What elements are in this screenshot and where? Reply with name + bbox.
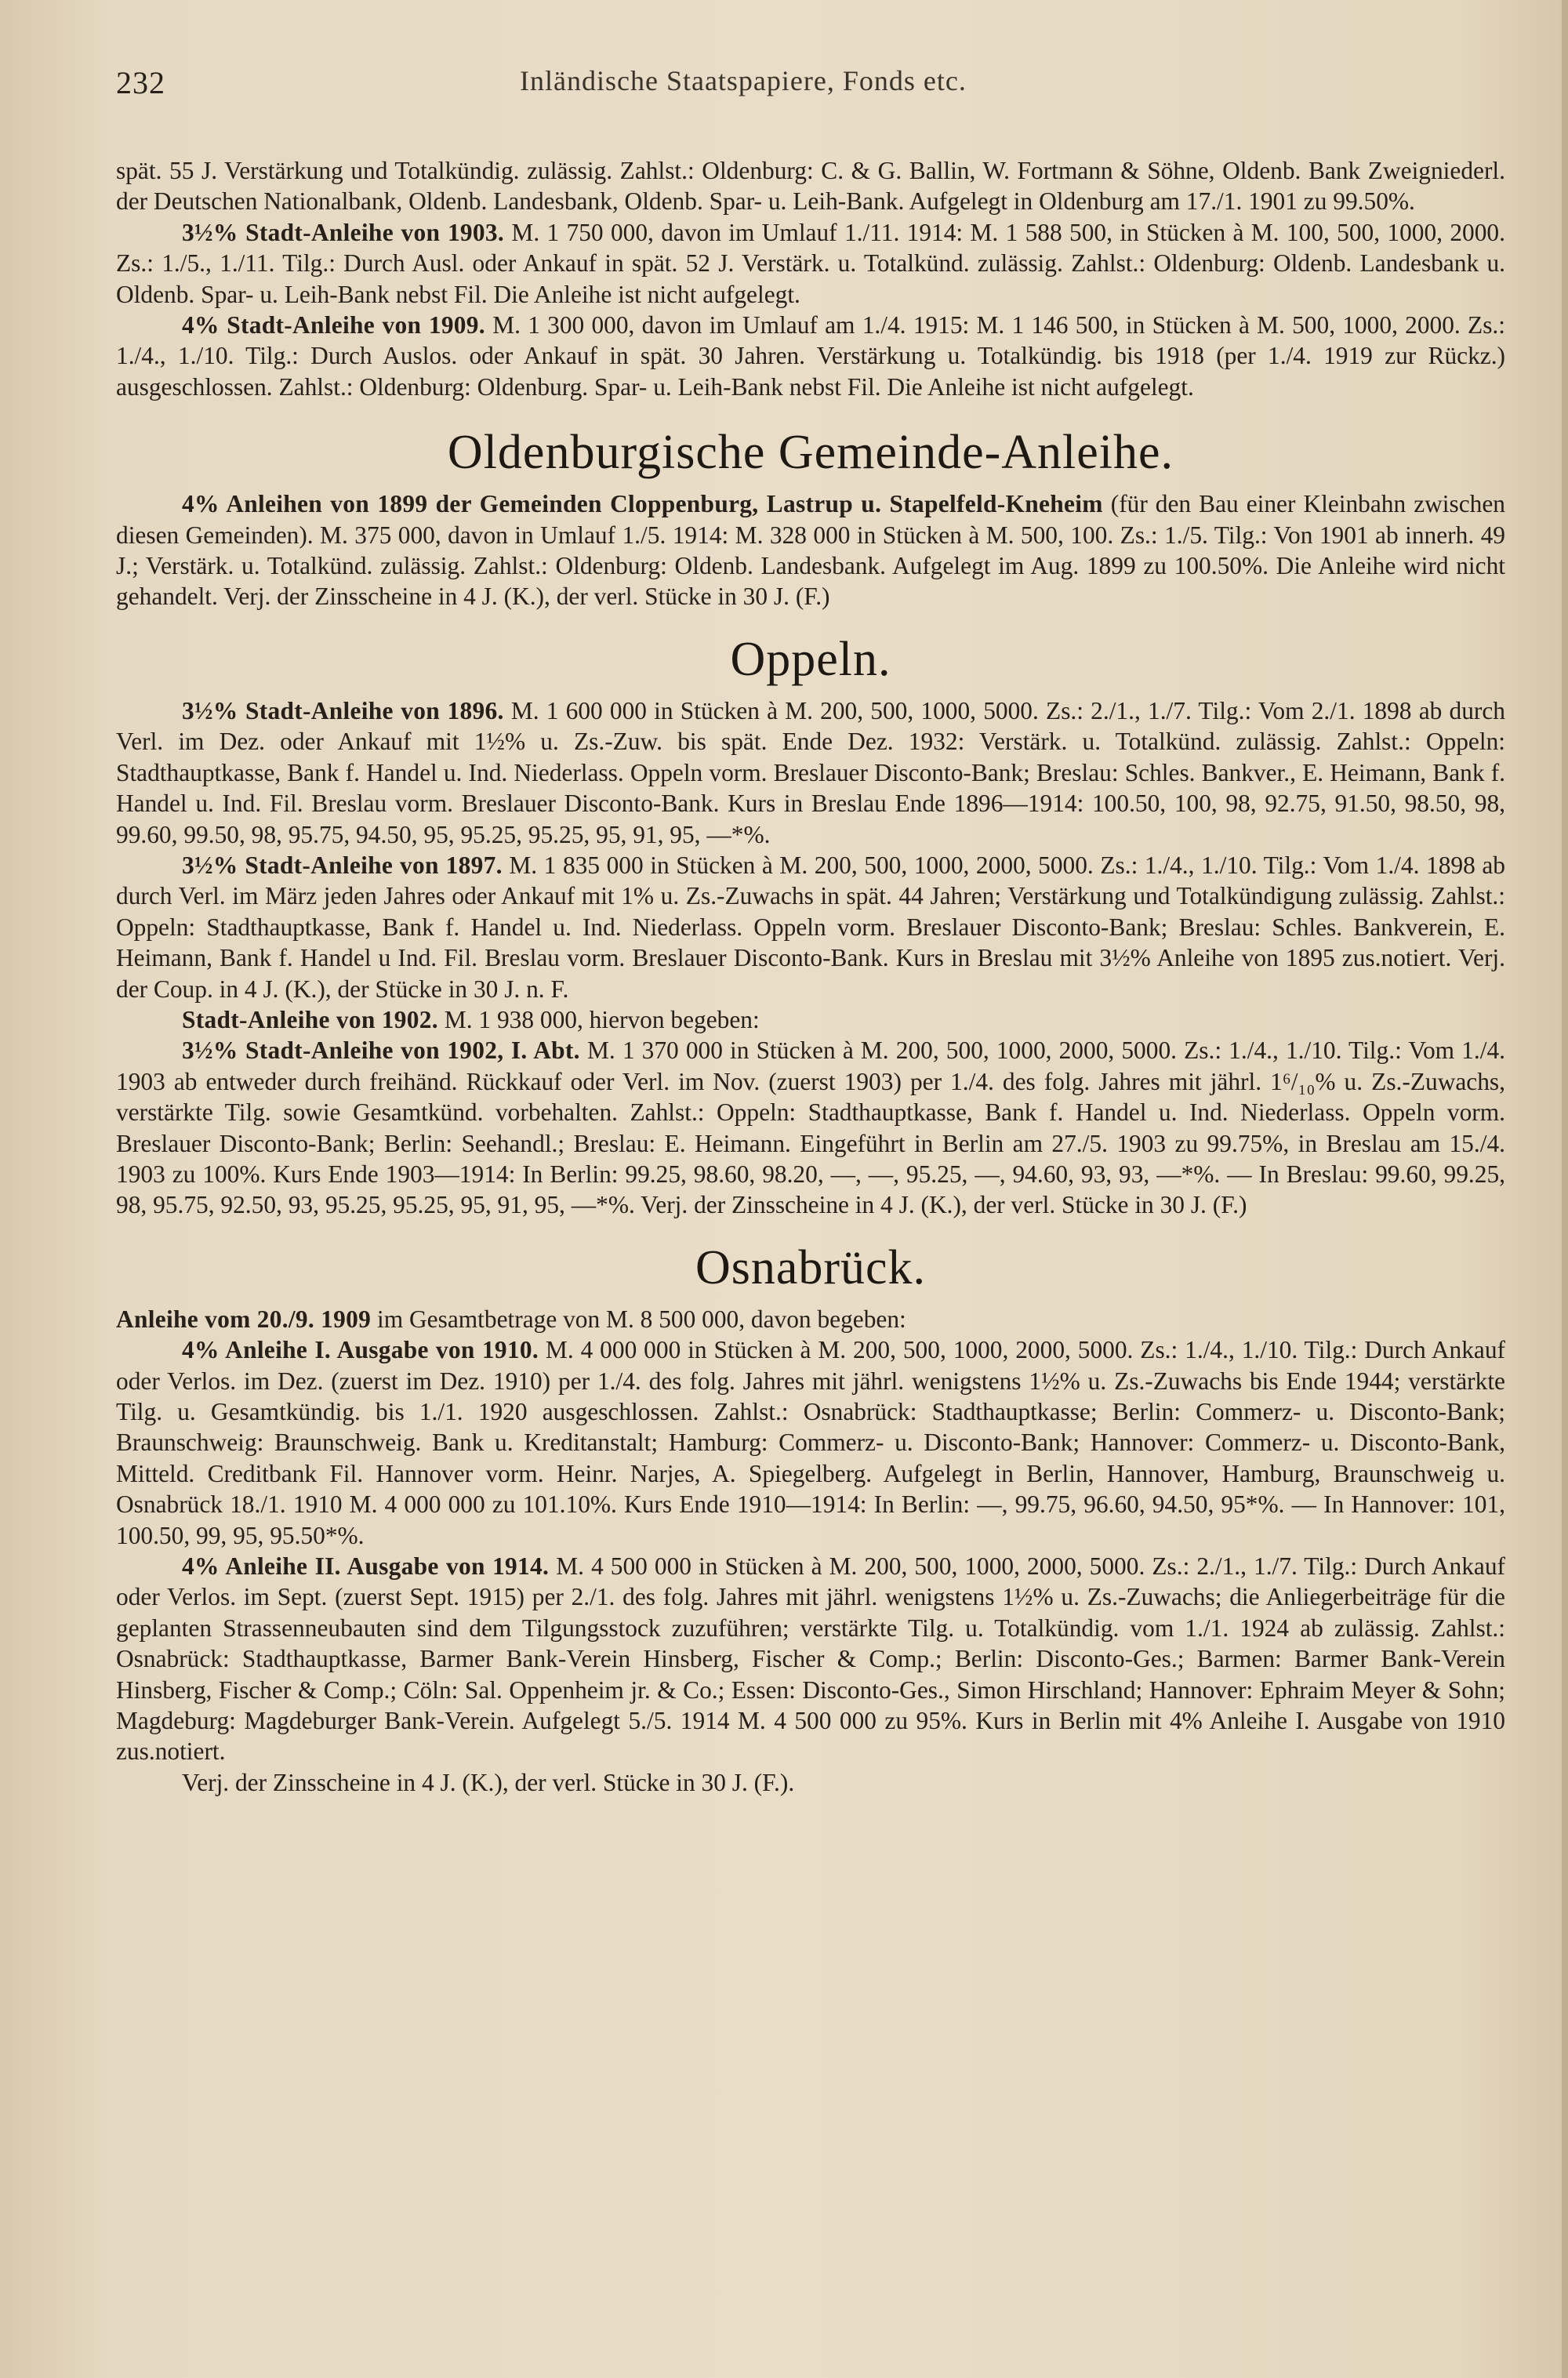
entry-heading: 3½% Stadt-Anleihe von 1903.	[182, 218, 505, 246]
entry-stadt-anleihe-1909: 4% Stadt-Anleihe von 1909. M. 1 300 000, davon im Umlauf am 1./4. 1915: M. 1 146 500, in Stücken à M. 500, 1000, 2000. Zs.: 1./4., 1./10. Tilg.: Durch Auslos. oder Ankauf in spät. 30 Jahren. Verstärkung u. Totalkündig. bis 1918 (per 1./4. 1919 zur Rückz.) ausgeschlossen. Zahlst.: Oldenburg: Oldenburg. Spar- u. Leih-Bank nebst Fil. Die Anleihe ist nicht aufgelegt.	[116, 311, 1505, 401]
entry-heading: Anleihe vom 20./9. 1909	[116, 1305, 372, 1333]
section-title-osnabrueck: Osnabrück.	[695, 1240, 927, 1294]
entry-heading: 3½% Stadt-Anleihe von 1896.	[182, 696, 504, 724]
section-title-oppeln: Oppeln.	[730, 632, 891, 686]
entry-oppeln-1902: Stadt-Anleihe von 1902. M. 1 938 000, hiervon begeben:	[182, 1005, 760, 1033]
entry-oppeln-1897: 3½% Stadt-Anleihe von 1897. M. 1 835 000 in Stücken à M. 200, 500, 1000, 2000, 5000. Zs.: 1./4., 1./10. Tilg.: Vom 1./4. 1898 ab durch Verl. im März jeden Jahres oder Ankauf mit 1% u. Zs.-Zuwachs in spät. 44 Jahren; Verstärkung und Totalkündigung zulässig. Zahlst.: Oppeln: Stadthauptkasse, Bank f. Handel u. Ind. Niederlass. Oppeln vorm. Breslauer Disconto-Bank; Breslau: Schles. Bankverein, E. Heimann, Bank f. Handel u Ind. Fil. Breslau vorm. Breslauer Disconto-Bank. Kurs in Breslau mit 3½% Anleihe von 1895 zus.notiert. Verj. der Coup. in 4 J. (K.), der Stücke in 30 J. n. F.	[116, 851, 1505, 1003]
running-title: Inländische Staatspapiere, Fonds etc.	[520, 65, 967, 96]
entry-heading: 3½% Stadt-Anleihe von 1897.	[182, 851, 503, 879]
entry-oppeln-1902-abt-1: 3½% Stadt-Anleihe von 1902, I. Abt. M. 1 370 000 in Stücken à M. 200, 500, 1000, 2000, 5000. Zs.: 1./4., 1./10. Tilg.: Vom 1./4. 1903 ab entweder durch freihänd. Rückkauf oder Verl. im Nov. (zuerst 1903) per 1./4. des folg. Jahres mit jährl. 1⁶/₁₀% u. Zs.-Zuwachs, verstärkte Tilg. sowie Gesamtkünd. vorbehalten. Zahlst.: Oppeln: Stadthauptkasse, Bank f. Handel u. Ind. Niederlass. Oppeln vorm. Breslauer Disconto-Bank; Berlin: Seehandl.; Breslau: E. Heimann. Eingeführt in Berlin am 27./5. 1903 zu 99.75%, in Breslau am 15./4. 1903 zu 100%. Kurs Ende 1903—1914: In Berlin: 99.25, 98.60, 98.20, —, —, 95.25, —, 94.60, 93, 93, —*%. — In Breslau: 99.60, 99.25, 98, 95.75, 92.50, 93, 95.25, 95.25, 95, 91, 95, —*%. Verj. der Zinsscheine in 4 J. (K.), der verl. Stücke in 30 J. (F.)	[116, 1037, 1505, 1219]
entry-heading: 4% Anleihe II. Ausgabe von 1914.	[182, 1552, 550, 1581]
entry-stadt-anleihe-1903: 3½% Stadt-Anleihe von 1903. M. 1 750 000, davon im Umlauf 1./11. 1914: M. 1 588 500, in Stücken à M. 100, 500, 1000, 2000. Zs.: 1./5., 1./11. Tilg.: Durch Ausl. oder Ankauf in spät. 52 J. Verstärk. u. Totalkünd. zulässig. Zahlst.: Oldenburg: Oldenb. Landesbank u. Oldenb. Spar- u. Leih-Bank nebst Fil. Die Anleihe ist nicht aufgelegt.	[116, 218, 1505, 308]
entry-verjaehrung: Verj. der Zinsscheine in 4 J. (K.), der verl. Stücke in 30 J. (F.).	[182, 1768, 795, 1796]
section-title-oldenburgische-gemeinde-anleihe: Oldenburgische Gemeinde-Anleihe.	[447, 426, 1174, 480]
entry-gemeinde-anleihe-1899: 4% Anleihen von 1899 der Gemeinden Cloppenburg, Lastrup u. Stapelfeld-Kneheim (für den Bau einer Kleinbahn zwischen diesen Gemeinden). M. 375 000, davon in Umlauf 1./5. 1914: M. 328 000 in Stücken à M. 500, 100. Zs.: 1./5. Tilg.: Von 1901 ab innerh. 49 J.; Verstärk. u. Totalkünd. zulässig. Zahlst.: Oldenburg: Oldenb. Landesbank. Aufgelegt im Aug. 1899 zu 100.50%. Die Anleihe wird nicht gehandelt. Verj. der Zinsscheine in 4 J. (K.), der verl. Stücke in 30 J. (F.)	[116, 490, 1505, 611]
page-header	[116, 64, 1505, 119]
entry-heading: 4% Stadt-Anleihe von 1909.	[182, 311, 485, 339]
entry-heading: 4% Anleihen von 1899 der Gemeinden Cloppenburg, Lastrup u. Stapelfeld-Kneheim	[182, 490, 1103, 518]
page-edge	[1562, 0, 1568, 2378]
entry-osnabrueck-1914: 4% Anleihe II. Ausgabe von 1914. M. 4 500 000 in Stücken à M. 200, 500, 1000, 2000, 5000. Zs.: 2./1., 1./7. Tilg.: Durch Ankauf oder Verlos. im Sept. (zuerst Sept. 1915) per 2./1. des folg. Jahres mit jährl. wenigstens 1½% u. Zs.-Zuwachs; die Anliegerbeiträge für die geplanten Strassenneubauten sind dem Tilgungsstock zuzuführen; verstärkte Tilg. u. Totalkündig. vom 1./1. 1924 ab zulässig. Zahlst.: Osnabrück: Stadthauptkasse, Barmer Bank-Verein Hinsberg, Fischer & Comp.; Berlin: Disconto-Ges.; Barmen: Barmer Bank-Verein Hinsberg, Fischer & Comp.; Cöln: Sal. Oppenheim jr. & Co.; Essen: Disconto-Ges., Simon Hirschland; Hannover: Ephraim Meyer & Sohn; Magdeburg: Magdeburger Bank-Verein. Aufgelegt 5./5. 1914 M. 4 500 000 zu 95%. Kurs in Berlin mit 4% Anleihe I. Ausgabe von 1910 zus.notiert.	[116, 1552, 1505, 1766]
page-body	[116, 155, 1505, 1798]
entry-heading: 3½% Stadt-Anleihe von 1902, I. Abt.	[182, 1037, 580, 1065]
entry-osnabrueck-1910: 4% Anleihe I. Ausgabe von 1910. M. 4 000 000 in Stücken à M. 200, 500, 1000, 2000, 5000. Zs.: 1./4., 1./10. Tilg.: Durch Ankauf oder Verlos. im Dez. (zuerst im Dez. 1910) per 1./4. des folg. Jahres mit jährl. wenigstens 1½% u. Zs.-Zuwachs bis Ende 1944; verstärkte Tilg. u. Gesamtkündig. bis 1./1. 1920 ausgeschlossen. Zahlst.: Osnabrück: Stadthauptkasse; Berlin: Commerz- u. Disconto-Bank; Braunschweig: Braunschweig. Bank u. Kreditanstalt; Hamburg: Commerz- u. Disconto-Bank; Hannover: Commerz- u. Disconto-Bank, Mitteld. Creditbank Fil. Hannover vorm. Heinr. Narjes, A. Spiegelberg. Aufgelegt in Berlin, Hannover, Hamburg, Braunschweig u. Osnabrück 18./1. 1910 M. 4 000 000 zu 101.10%. Kurs Ende 1910—1914: In Berlin: —, 99.75, 96.60, 94.50, 95*%. — In Hannover: 101, 100.50, 99, 95, 95.50*%.	[116, 1336, 1506, 1549]
entry-osnabrueck-1909: Anleihe vom 20./9. 1909 im Gesamtbetrage von M. 8 500 000, davon begeben:	[116, 1305, 906, 1333]
entry-heading: 4% Anleihe I. Ausgabe von 1910.	[182, 1336, 539, 1364]
entry-oppeln-1896: 3½% Stadt-Anleihe von 1896. M. 1 600 000 in Stücken à M. 200, 500, 1000, 5000. Zs.: 2./1., 1./7. Tilg.: Vom 2./1. 1898 ab durch Verl. im Dez. oder Ankauf mit 1½% u. Zs.-Zuw. bis spät. Ende Dez. 1932: Verstärk. u. Totalkünd. zulässig. Zahlst.: Oppeln: Stadthauptkasse, Bank f. Handel u. Ind. Niederlass. Oppeln vorm. Breslauer Disconto-Bank; Breslau: Schles. Bankver., E. Heimann, Bank f. Handel u. Ind. Fil. Breslau vorm. Breslauer Disconto-Bank. Kurs in Breslau Ende 1896—1914: 100.50, 100, 98, 92.75, 91.50, 98.50, 98, 99.60, 99.50, 98, 95.75, 94.50, 95, 95.25, 95.25, 95, 91, 95, —*%.	[116, 696, 1505, 848]
entry-heading: Stadt-Anleihe von 1902.	[182, 1005, 438, 1033]
page-number: 232	[116, 65, 165, 100]
entry-continuation: spät. 55 J. Verstärkung und Totalkündig. zulässig. Zahlst.: Oldenburg: C. & G. Ballin, W. Fortmann & Söhne, Oldenb. Bank Zweigniederl. der Deutschen Nationalbank, Oldenb. Landesbank, Oldenb. Spar- u. Leih-Bank. Aufgelegt in Oldenburg am 17./1. 1901 zu 99.50%.	[116, 157, 1505, 216]
